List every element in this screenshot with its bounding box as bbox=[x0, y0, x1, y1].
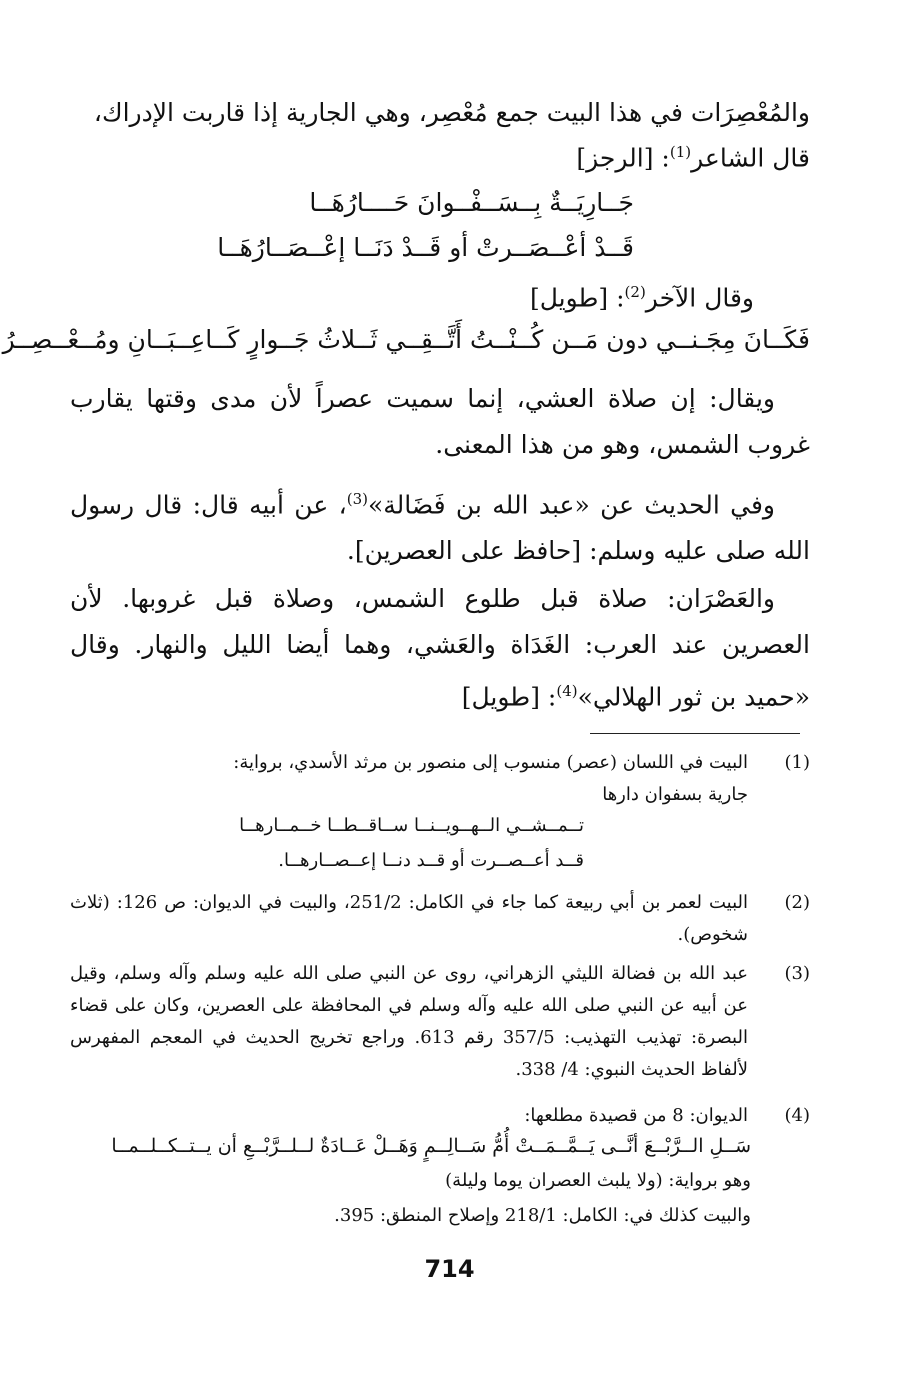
footnote-separator bbox=[590, 733, 800, 734]
footnote-4 bbox=[70, 1100, 810, 1132]
body-text: وفي الحديث عن «عبد الله بن فَضَالة» bbox=[367, 490, 775, 520]
footnote-text: والبيت كذلك في: الكامل: 218/1 وإصلاح المنطق: 395. bbox=[334, 1205, 751, 1226]
footnote-text: البيت في اللسان (عصر) منسوب إلى منصور بن مرثد الأسدي، برواية: bbox=[233, 752, 748, 773]
body-line: والمُعْصِرَات في هذا البيت جمع مُعْصِر، وهي الجارية إذا قاربت الإدراك، bbox=[93, 98, 810, 127]
footnote-number: (2) bbox=[784, 892, 810, 913]
meter-label: : [طويل] bbox=[529, 283, 625, 313]
footnote-1 bbox=[70, 747, 810, 811]
footnote-text: عبد الله بن فضالة الليثي الزهراني، روى عن النبي صلى الله عليه وسلم وآله وسلم، وقيل عن أبيه عن النبي صلى الله عليه وآله وسلم في المحافظة على العصرين، وكان على قضاء البصرة: تهذيب التهذيب: 357/5 رقم 613. وراجع تخريج الحديث في المعجم المفهرس لألفاظ الحديث النبوي: 4/ 338. bbox=[70, 963, 748, 1080]
body-line bbox=[530, 283, 754, 312]
meter-label: : [الرجز] bbox=[576, 143, 670, 173]
footnote-number: (3) bbox=[784, 963, 810, 984]
verse-line: فَكَــانَ مِجَـنــي دون مَــن كُــنْــتُ أَتَّــقِــي ثَــلاثُ جَــوارٍ كَــاعِــبَــانِ ومُــعْــصِــرُ bbox=[2, 325, 810, 354]
body-text: ، عن أبيه قال: قال رسول الله صلى عليه وسلم: [حافظ على العصرين]. bbox=[70, 490, 810, 566]
footnote-text: جارية بسفوان دارها bbox=[602, 784, 748, 805]
footnote-verse: قــد أعــصــرت أو قــد دنــا إعــصــارهــا. bbox=[278, 850, 584, 871]
paragraph bbox=[70, 476, 810, 574]
page-number: 714 bbox=[424, 1255, 475, 1283]
footnote-text: وهو برواية: (ولا يلبث العصران يوما وليلة) bbox=[445, 1170, 751, 1191]
body-text: وقال الآخر bbox=[645, 283, 754, 313]
footnote-ref: (3) bbox=[346, 490, 368, 508]
footnote-number: (1) bbox=[784, 752, 810, 773]
footnote-text: البيت لعمر بن أبي ربيعة كما جاء في الكامل: 251/2، والبيت في الديوان: ص 126: (ثلاث شخوص). bbox=[70, 892, 748, 945]
footnote-ref: (4) bbox=[556, 682, 578, 700]
body-line bbox=[576, 143, 810, 172]
footnote-number: (4) bbox=[784, 1105, 810, 1126]
footnote-ref: (2) bbox=[624, 283, 646, 301]
verse-line: جَــارِيَــةٌ بِــسَــفْــوانَ حَــــارُهَــا bbox=[309, 188, 634, 217]
paragraph bbox=[70, 576, 810, 720]
footnote-text: الديوان: 8 من قصيدة مطلعها: bbox=[524, 1105, 748, 1126]
footnote-verse: سَــلِ الــرَّبْــعَ أنَّــى يَــمَّــمَــتْ أُمُّ سَــالِــمٍ وَهَــلْ عَــادَةٌ لــلــرَّبْــعِ أن يــتــكــلــمــا bbox=[111, 1135, 751, 1157]
verse-line: قَــدْ أعْــصَــرتْ أو قَــدْ دَنَــا إعْــصَــارُهَــا bbox=[217, 233, 634, 262]
paragraph: ويقال: إن صلاة العشي، إنما سميت عصراً لأن مدى وقتها يقارب غروب الشمس، وهو من هذا المعنى. bbox=[70, 384, 810, 459]
footnote-ref: (1) bbox=[669, 143, 692, 161]
footnote-3 bbox=[70, 958, 810, 1086]
body-text: والعَصْرَان: صلاة قبل طلوع الشمس، وصلاة قبل غروبها. لأن العصرين عند العرب: الغَدَاة والعَشي، وهما أيضا الليل والنهار. وقال «حميد بن ثور الهلالي» bbox=[70, 584, 810, 712]
footnote-2 bbox=[70, 887, 810, 951]
body-text: قال الشاعر bbox=[691, 143, 810, 173]
meter-label: : [طويل] bbox=[461, 682, 557, 712]
footnote-verse: تــمــشــي الــهــويــنــا ســاقــطــا خــمــارهــا bbox=[239, 815, 584, 836]
